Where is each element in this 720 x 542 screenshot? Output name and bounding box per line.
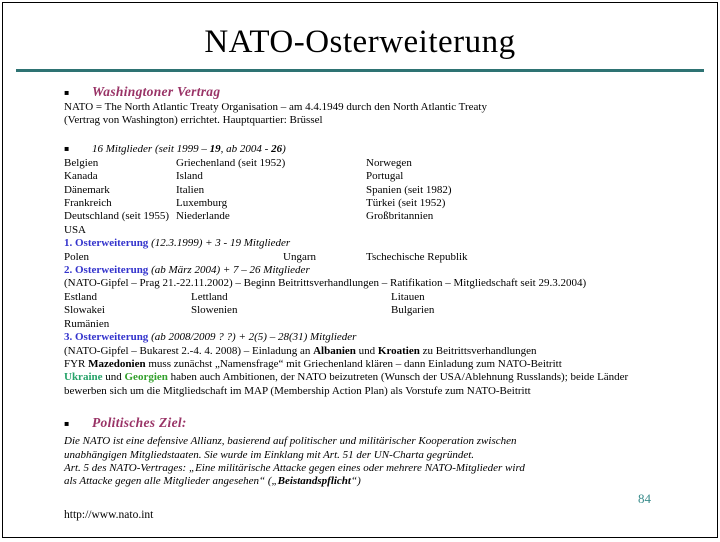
spacer <box>64 398 679 415</box>
member-cell <box>176 318 366 331</box>
bullet-icon: ▪ <box>64 143 70 153</box>
member-row <box>64 184 679 197</box>
mazedonien-highlight: Mazedonien <box>88 357 146 370</box>
member-cell: Deutschland (seit 1955) <box>64 210 170 223</box>
members-heading-line <box>64 141 679 157</box>
text-segment: als Attacke gegen alle Mitglieder angesehen“ („ <box>64 475 278 488</box>
member-cell: Rumänien <box>64 317 110 330</box>
washington-text-line1: NATO = The North Atlantic Treaty Organisation – am 4.4.1949 durch den North Atlantic Treaty <box>64 101 487 113</box>
georgien-highlight: Georgien <box>124 371 168 384</box>
text-segment: muss zunächst „Namensfrage“ mit Griechenland klären – dann Einladung zum NATO-Beitritt <box>145 357 562 370</box>
political-text-line2: unabhängigen Mitgliedstaaten. Sie wurde im Einklang mit Art. 51 der UN-Charta gegründet. <box>64 448 475 461</box>
text-segment: FYR <box>64 357 89 370</box>
text-segment: und <box>102 371 125 384</box>
member-row <box>64 304 679 317</box>
enlargement3-map-line: bewerben sich um die Mitgliedschaft im MAP (Membership Action Plan) als Vorstufe zum NATO-Beitritt <box>64 384 531 397</box>
bullet-icon: ▪ <box>64 88 70 97</box>
member-cell: Polen <box>64 250 90 263</box>
albanien-highlight: Albanien <box>313 344 356 357</box>
member-cell: Frankreich <box>64 197 112 210</box>
member-cell: Ungarn <box>283 250 316 263</box>
member-cell <box>176 224 366 237</box>
member-cell: Norwegen <box>366 156 412 169</box>
enlargement1-label: 1. Osterweiterung <box>64 237 149 250</box>
members-heading-detail: (seit 1999 – <box>152 142 210 155</box>
enlargement2-heading-line <box>64 264 679 277</box>
members-heading: 16 Mitglieder <box>92 142 153 155</box>
enlargement2-note: (NATO-Gipfel – Prag 21.-22.11.2002) – Beginn Beitrittsverhandlungen – Ratifikation – Mitgliedschaft seit 29.3.2004) <box>64 277 587 290</box>
title-divider <box>16 69 704 72</box>
page-number: 84 <box>638 491 651 506</box>
enlargement2-detail: (ab März 2004) + 7 – 26 Mitglieder <box>148 264 310 277</box>
political-text-line1: Die NATO ist eine defensive Allianz, basierend auf politischer und militärischer Kooperation zwischen <box>64 435 517 448</box>
enlargement3-heading-line <box>64 331 679 344</box>
kroatien-highlight: Kroatien <box>377 344 420 357</box>
members-count-2004: 26 <box>271 142 283 155</box>
text-segment: zu Beitrittsverhandlungen <box>419 344 537 357</box>
member-cell: Luxemburg <box>176 197 228 210</box>
slide-title: NATO-Osterweiterung <box>204 24 516 60</box>
enlargement3-label: 3. Osterweiterung <box>64 331 149 344</box>
member-cell: Griechenland (seit 1952) <box>176 156 286 169</box>
member-cell: Portugal <box>366 170 404 183</box>
member-cell: Belgien <box>64 156 99 169</box>
member-cell: Bulgarien <box>391 304 435 317</box>
member-row <box>64 224 679 237</box>
text-segment: haben auch Ambitionen, der NATO beizutreten (Wunsch der USA/Ablehnung Russlands); beide Länder <box>167 371 629 384</box>
members-heading-detail2: , ab 2004 - <box>220 142 272 155</box>
member-row <box>64 291 679 304</box>
member-cell: Tschechische Republik <box>366 250 468 263</box>
member-cell: Litauen <box>391 290 425 303</box>
washington-heading-line <box>64 84 679 101</box>
spacer <box>64 128 679 141</box>
member-row <box>64 251 679 264</box>
member-cell: Estland <box>64 290 97 303</box>
text-segment: “) <box>350 475 361 488</box>
member-row <box>64 318 679 331</box>
text-segment: (NATO-Gipfel – Bukarest 2.-4. 4. 2008) – Einladung an <box>64 344 314 357</box>
member-cell: Italien <box>176 183 205 196</box>
washington-heading: Washingtoner Vertrag <box>92 84 221 99</box>
political-heading-line <box>64 415 679 432</box>
member-cell: Großbritannien <box>366 210 434 223</box>
bullet-icon: ▪ <box>64 419 70 429</box>
washington-text-line2: (Vertrag von Washington) errichtet. Hauptquartier: Brüssel <box>64 114 323 127</box>
enlargement3-mazedonien-line <box>64 358 679 371</box>
political-heading: Politisches Ziel: <box>92 415 187 431</box>
members-heading-end: ) <box>282 142 286 155</box>
text-segment: und <box>355 344 378 357</box>
members-count-1999: 19 <box>209 142 221 155</box>
member-cell: Kanada <box>64 170 98 183</box>
political-text-line3: Art. 5 des NATO-Vertrages: „Eine militärische Attacke gegen eines oder mehrere NATO-Mitglieder wird <box>64 461 525 474</box>
beistandspflicht-highlight: Beistandspflicht <box>277 475 351 488</box>
member-row <box>64 197 679 210</box>
member-row <box>64 157 679 170</box>
political-text-line4 <box>64 475 679 488</box>
member-row <box>64 210 679 223</box>
member-cell: Lettland <box>191 290 228 303</box>
slide-content <box>64 84 679 489</box>
enlargement1-detail: (12.3.1999) + 3 - 19 Mitglieder <box>148 237 291 250</box>
enlargement3-ukraine-line <box>64 371 679 384</box>
enlargement3-bukarest-line <box>64 345 679 358</box>
enlargement1-heading-line <box>64 237 679 250</box>
member-cell: Island <box>176 170 203 183</box>
slide-canvas <box>2 2 718 538</box>
footer-link[interactable]: http://www.nato.int <box>64 509 154 521</box>
member-cell: Spanien (seit 1982) <box>366 183 452 196</box>
member-cell: Türkei (seit 1952) <box>366 197 446 210</box>
member-cell: USA <box>64 223 87 236</box>
member-cell: Slowakei <box>64 304 105 317</box>
ukraine-highlight: Ukraine <box>64 371 103 384</box>
enlargement2-label: 2. Osterweiterung <box>64 264 149 277</box>
enlargement3-detail: (ab 2008/2009 ? ?) + 2(5) – 28(31) Mitglieder <box>148 331 357 344</box>
member-row <box>64 170 679 183</box>
member-cell: Niederlande <box>176 210 230 223</box>
member-cell: Slowenien <box>191 304 238 317</box>
member-cell: Dänemark <box>64 183 110 196</box>
